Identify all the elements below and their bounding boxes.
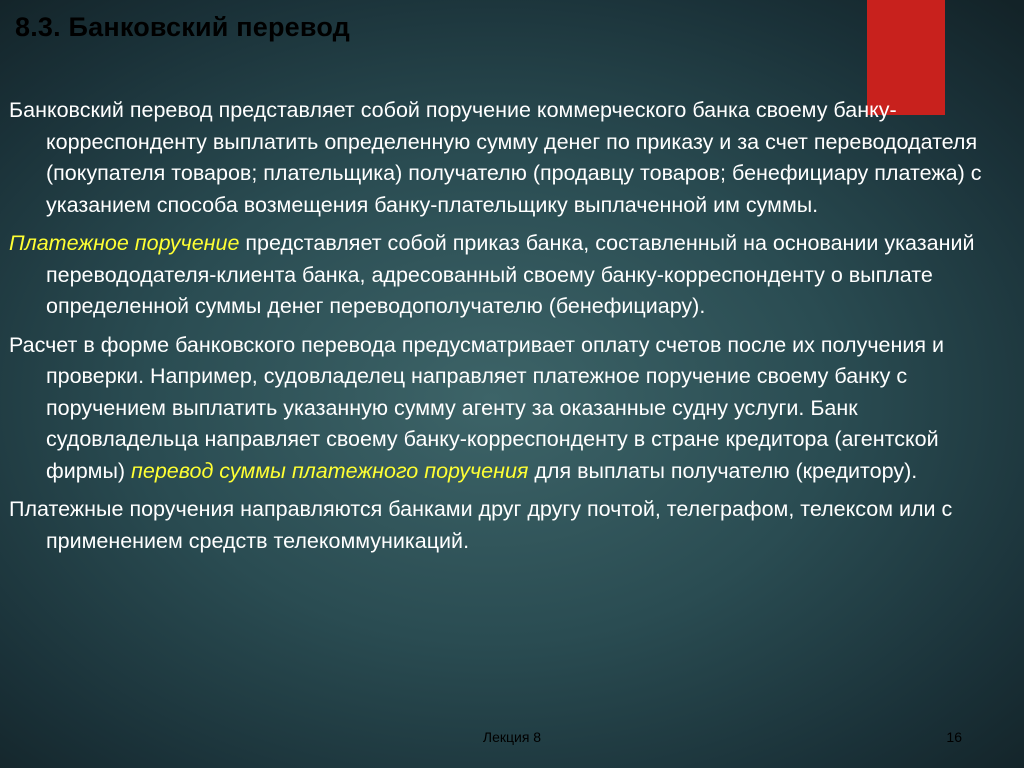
paragraph-payment-order (9, 228, 1011, 323)
paragraph-text: Расчет в форме банковского перевода предусматривает оплату счетов после их получения и проверки. Например, судовладелец направляет платежное поручение своему банку с поручением выплатить указанную сумму агенту за оказанные судну услуги. Банк судовладельца направляет своему банку-корреспонденту в стране кредитора (агентской фирмы) (9, 332, 944, 483)
slide-body (9, 95, 1011, 564)
paragraph-delivery (9, 494, 1011, 557)
paragraph-bank-transfer (9, 95, 1011, 221)
paragraph-text: представляет собой приказ банка, составленный на основании указаний перевододателя-клиента банка, адресованный своему банку-корреспонденту о выплате определенной суммы денег переводополучателю (бенефициару). (46, 231, 975, 318)
highlighted-term: Платежное поручение (9, 231, 240, 255)
slide-title: 8.3. Банковский перевод (15, 12, 351, 42)
paragraph-text: Банковский перевод представляет собой поручение коммерческого банка своему банку-корреспонденту выплатить определенную сумму денег по приказу и за счет перевододателя (покупателя товаров; плательщика) получателю (продавцу товаров; бенефициару платежа) с указанием способа возмещения банку-плательщику выплаченной им суммы. (9, 98, 982, 217)
paragraph-settlement (9, 330, 1011, 488)
footer-lecture-label: Лекция 8 (482, 729, 542, 745)
page-number: 16 (946, 729, 962, 745)
paragraph-text: Платежные поручения направляются банками друг другу почтой, телеграфом, телексом или с применением средств телекоммуникаций. (9, 497, 953, 553)
highlighted-phrase: перевод суммы платежного поручения (131, 458, 529, 483)
paragraph-text: для выплаты получателю (кредитору). (528, 458, 918, 483)
